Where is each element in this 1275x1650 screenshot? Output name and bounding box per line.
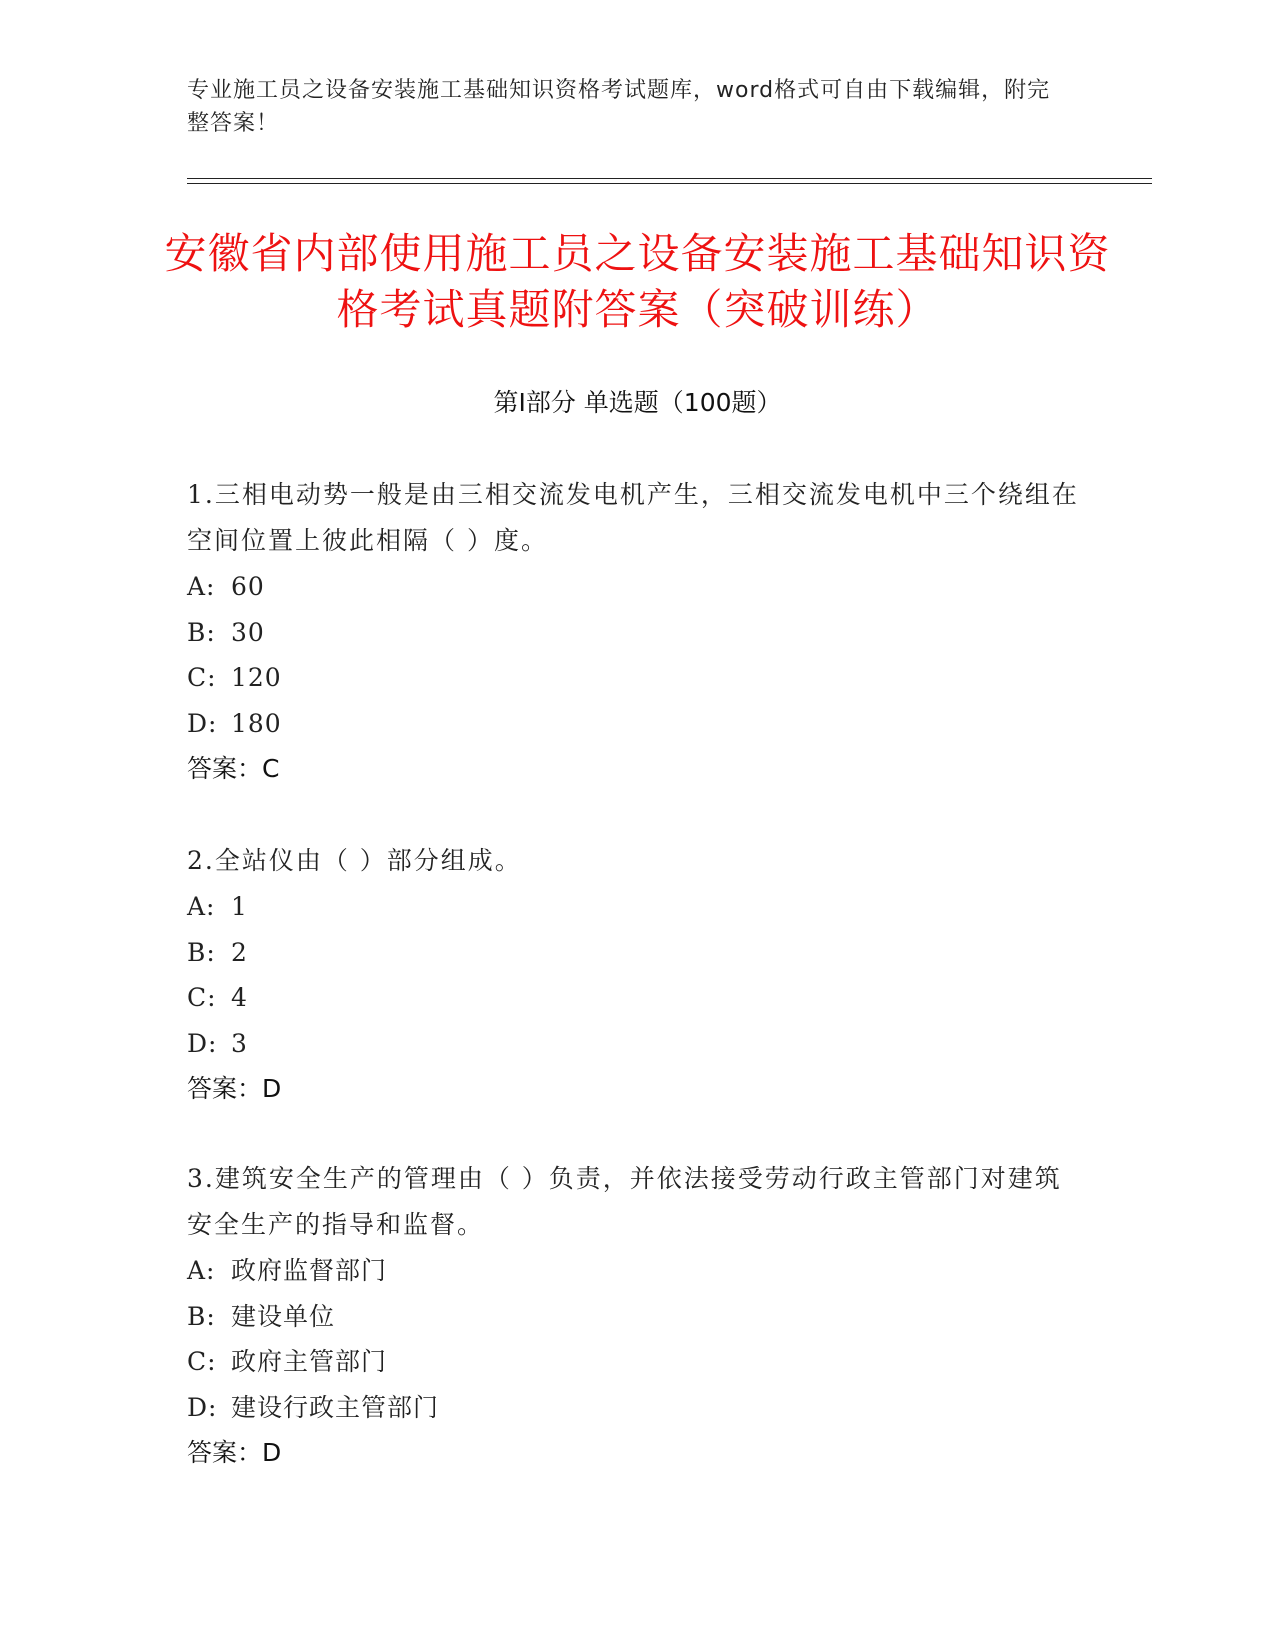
option-b (187, 930, 1087, 976)
option-key: C: (187, 663, 217, 692)
option-d (187, 701, 1087, 747)
option-text: 政府主管部门 (231, 1347, 388, 1376)
option-c (187, 1339, 1087, 1385)
option-c (187, 975, 1087, 1021)
option-text: 2 (231, 937, 248, 967)
document-title: 安徽省内部使用施工员之设备安装施工基础知识资格考试真题附答案（突破训练） (164, 229, 1111, 334)
option-key: A: (187, 572, 216, 601)
option-a (187, 564, 1087, 610)
option-text: 1 (231, 892, 248, 921)
option-text: 60 (231, 572, 265, 601)
option-a (187, 1248, 1087, 1294)
header-note: 专业施工员之设备安装施工基础知识资格考试题库，word格式可自由下载编辑，附完整答案！ (187, 78, 1051, 136)
header-divider-bottom (187, 183, 1152, 184)
option-text: 建设单位 (231, 1301, 336, 1331)
question-1 (187, 472, 1087, 792)
option-key: C: (187, 983, 217, 1012)
section-title: 第I部分 单选题（100题） (493, 388, 782, 417)
option-key: D: (187, 708, 218, 738)
option-key: A: (187, 892, 216, 921)
question-stem: 3.建筑安全生产的管理由（ ）负责，并依法接受劳动行政主管部门对建筑安全生产的指导和监督。 (187, 1164, 1062, 1239)
option-text: 30 (231, 617, 265, 647)
answer: 答案：D (187, 1074, 282, 1103)
option-key: D: (187, 1028, 218, 1058)
header-divider-top (187, 178, 1152, 179)
option-key: D: (187, 1392, 218, 1422)
option-key: C: (187, 1347, 217, 1376)
option-c (187, 655, 1087, 701)
question-3 (187, 1156, 1087, 1476)
option-d (187, 1021, 1087, 1067)
option-b (187, 610, 1087, 656)
option-b (187, 1294, 1087, 1340)
option-text: 建设行政主管部门 (231, 1392, 440, 1422)
option-key: B: (187, 1301, 216, 1331)
option-key: B: (187, 617, 216, 647)
answer: 答案：C (187, 754, 280, 783)
option-key: B: (187, 937, 216, 967)
option-text: 180 (231, 708, 282, 738)
question-stem: 1.三相电动势一般是由三相交流发电机产生，三相交流发电机中三个绕组在空间位置上彼此相隔（ ）度。 (187, 480, 1079, 555)
question-stem: 2.全站仪由（ ）部分组成。 (187, 846, 522, 875)
question-2 (187, 838, 1087, 1112)
option-a (187, 884, 1087, 930)
option-key: A: (187, 1256, 216, 1285)
answer: 答案：D (187, 1438, 282, 1467)
option-text: 政府监督部门 (231, 1256, 388, 1285)
option-d (187, 1385, 1087, 1431)
option-text: 4 (231, 983, 248, 1012)
option-text: 120 (231, 663, 282, 692)
option-text: 3 (231, 1028, 248, 1058)
